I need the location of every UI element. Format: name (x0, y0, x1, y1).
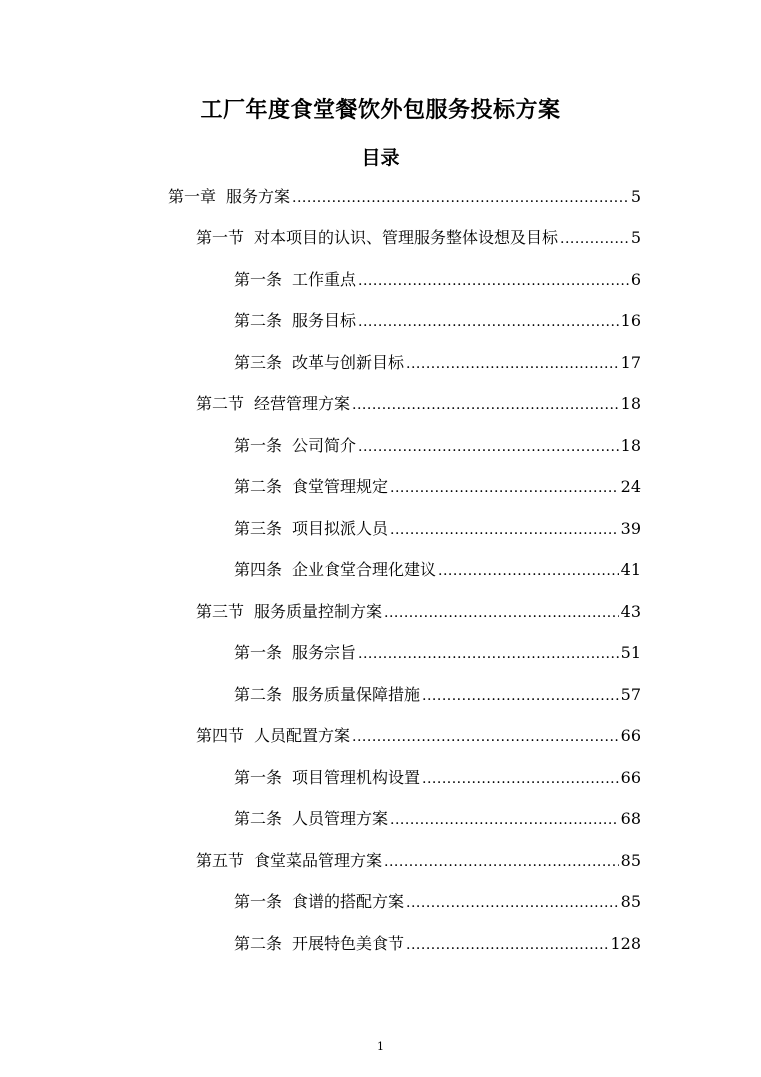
toc-entry-page: 51 (620, 643, 641, 662)
toc-dot-leader (422, 683, 619, 709)
toc-entry-section-2[interactable] (196, 391, 641, 417)
toc-entry-section-5[interactable] (196, 848, 641, 874)
toc-entry-title: 服务质量保障措施 (292, 685, 421, 704)
toc-dot-leader (406, 932, 608, 958)
toc-entry-article[interactable] (234, 557, 641, 583)
toc-entry-page: 57 (620, 685, 641, 704)
toc-entry-article[interactable] (234, 640, 641, 666)
toc-entry-title: 食谱的搭配方案 (292, 892, 405, 911)
toc-dot-leader (384, 849, 619, 875)
toc-entry-prefix: 第二条 (234, 477, 283, 496)
toc-entry-page: 85 (620, 892, 641, 911)
toc-dot-leader (384, 600, 619, 626)
toc-dot-leader (352, 724, 619, 750)
toc-entry-page: 43 (620, 602, 641, 621)
footer-page-number: 1 (377, 1040, 384, 1053)
toc-entry-title: 工作重点 (292, 270, 357, 289)
toc-dot-leader (406, 890, 619, 916)
toc-entry-prefix: 第二条 (234, 311, 283, 330)
toc-entry-page: 5 (630, 228, 641, 247)
toc-entry-page: 68 (620, 809, 641, 828)
toc-entry-prefix: 第一节 (196, 228, 245, 247)
toc-entry-title: 企业食堂合理化建议 (292, 560, 437, 579)
toc-entry-section-3[interactable] (196, 599, 641, 625)
toc-dot-leader (422, 766, 619, 792)
toc-entry-section-1[interactable] (196, 225, 641, 251)
toc-entry-page: 66 (620, 768, 641, 787)
toc-entry-page: 18 (620, 394, 641, 413)
toc-entry-title: 开展特色美食节 (292, 934, 405, 953)
toc-entry-title: 服务方案 (226, 187, 291, 206)
toc-entry-page: 18 (620, 436, 641, 455)
toc-dot-leader (358, 641, 619, 667)
toc-dot-leader (358, 434, 619, 460)
toc-entry-article[interactable] (234, 806, 641, 832)
toc-entry-page: 16 (620, 311, 641, 330)
toc-entry-prefix: 第四条 (234, 560, 283, 579)
toc-entry-article[interactable] (234, 267, 641, 293)
toc-entry-prefix: 第二条 (234, 685, 283, 704)
toc-entry-page: 128 (610, 934, 641, 953)
toc-entry-title: 项目管理机构设置 (292, 768, 421, 787)
toc-entry-article[interactable] (234, 516, 641, 542)
toc-entry-chapter-1[interactable] (168, 184, 641, 210)
toc-entry-prefix: 第一条 (234, 892, 283, 911)
toc-entry-page: 5 (630, 187, 641, 206)
toc-entry-page: 39 (620, 519, 641, 538)
toc-entry-article[interactable] (234, 433, 641, 459)
toc-entry-article[interactable] (234, 765, 641, 791)
toc-entry-prefix: 第三节 (196, 602, 245, 621)
toc-dot-leader (292, 185, 629, 211)
toc-entry-prefix: 第二条 (234, 809, 283, 828)
toc-entry-prefix: 第一条 (234, 436, 283, 455)
toc-entry-page: 66 (620, 726, 641, 745)
toc-entry-title: 食堂菜品管理方案 (254, 851, 383, 870)
toc-entry-page: 24 (620, 477, 641, 496)
toc-dot-leader (406, 351, 619, 377)
toc-entry-section-4[interactable] (196, 723, 641, 749)
toc-entry-article[interactable] (234, 308, 641, 334)
toc-entry-page: 41 (620, 560, 641, 579)
document-title: 工厂年度食堂餐饮外包服务投标方案 (200, 98, 561, 123)
toc-entry-title: 人员管理方案 (292, 809, 389, 828)
toc-entry-article[interactable] (234, 931, 641, 957)
toc-entry-title: 服务目标 (292, 311, 357, 330)
toc-entry-page: 17 (620, 353, 641, 372)
toc-entry-title: 服务宗旨 (292, 643, 357, 662)
toc-heading: 目录 (361, 147, 400, 169)
toc-entry-prefix: 第五节 (196, 851, 245, 870)
toc-entry-prefix: 第一章 (168, 187, 217, 206)
toc-entry-page: 6 (630, 270, 641, 289)
toc-entry-prefix: 第二节 (196, 394, 245, 413)
toc-dot-leader (560, 226, 629, 252)
toc-entry-prefix: 第三条 (234, 519, 283, 538)
toc-entry-title: 经营管理方案 (254, 394, 351, 413)
toc-entry-title: 项目拟派人员 (292, 519, 389, 538)
toc-dot-leader (352, 392, 619, 418)
toc-entry-prefix: 第二条 (234, 934, 283, 953)
toc-entry-title: 服务质量控制方案 (254, 602, 383, 621)
toc-dot-leader (438, 558, 619, 584)
toc-dot-leader (358, 309, 619, 335)
toc-entry-title: 公司简介 (292, 436, 357, 455)
toc-entry-article[interactable] (234, 350, 641, 376)
toc-entry-prefix: 第一条 (234, 768, 283, 787)
toc-dot-leader (390, 807, 619, 833)
toc-entry-title: 改革与创新目标 (292, 353, 405, 372)
toc-entry-prefix: 第一条 (234, 643, 283, 662)
toc-dot-leader (358, 268, 629, 294)
toc-dot-leader (390, 517, 619, 543)
toc-entry-prefix: 第三条 (234, 353, 283, 372)
toc-entry-article[interactable] (234, 889, 641, 915)
toc-entry-page: 85 (620, 851, 641, 870)
toc-dot-leader (390, 475, 619, 501)
toc-entry-title: 人员配置方案 (254, 726, 351, 745)
toc-entry-article[interactable] (234, 474, 641, 500)
toc-entry-article[interactable] (234, 682, 641, 708)
toc-entry-prefix: 第一条 (234, 270, 283, 289)
toc-entry-title: 食堂管理规定 (292, 477, 389, 496)
toc-entry-prefix: 第四节 (196, 726, 245, 745)
toc-entry-title: 对本项目的认识、管理服务整体设想及目标 (254, 228, 559, 247)
